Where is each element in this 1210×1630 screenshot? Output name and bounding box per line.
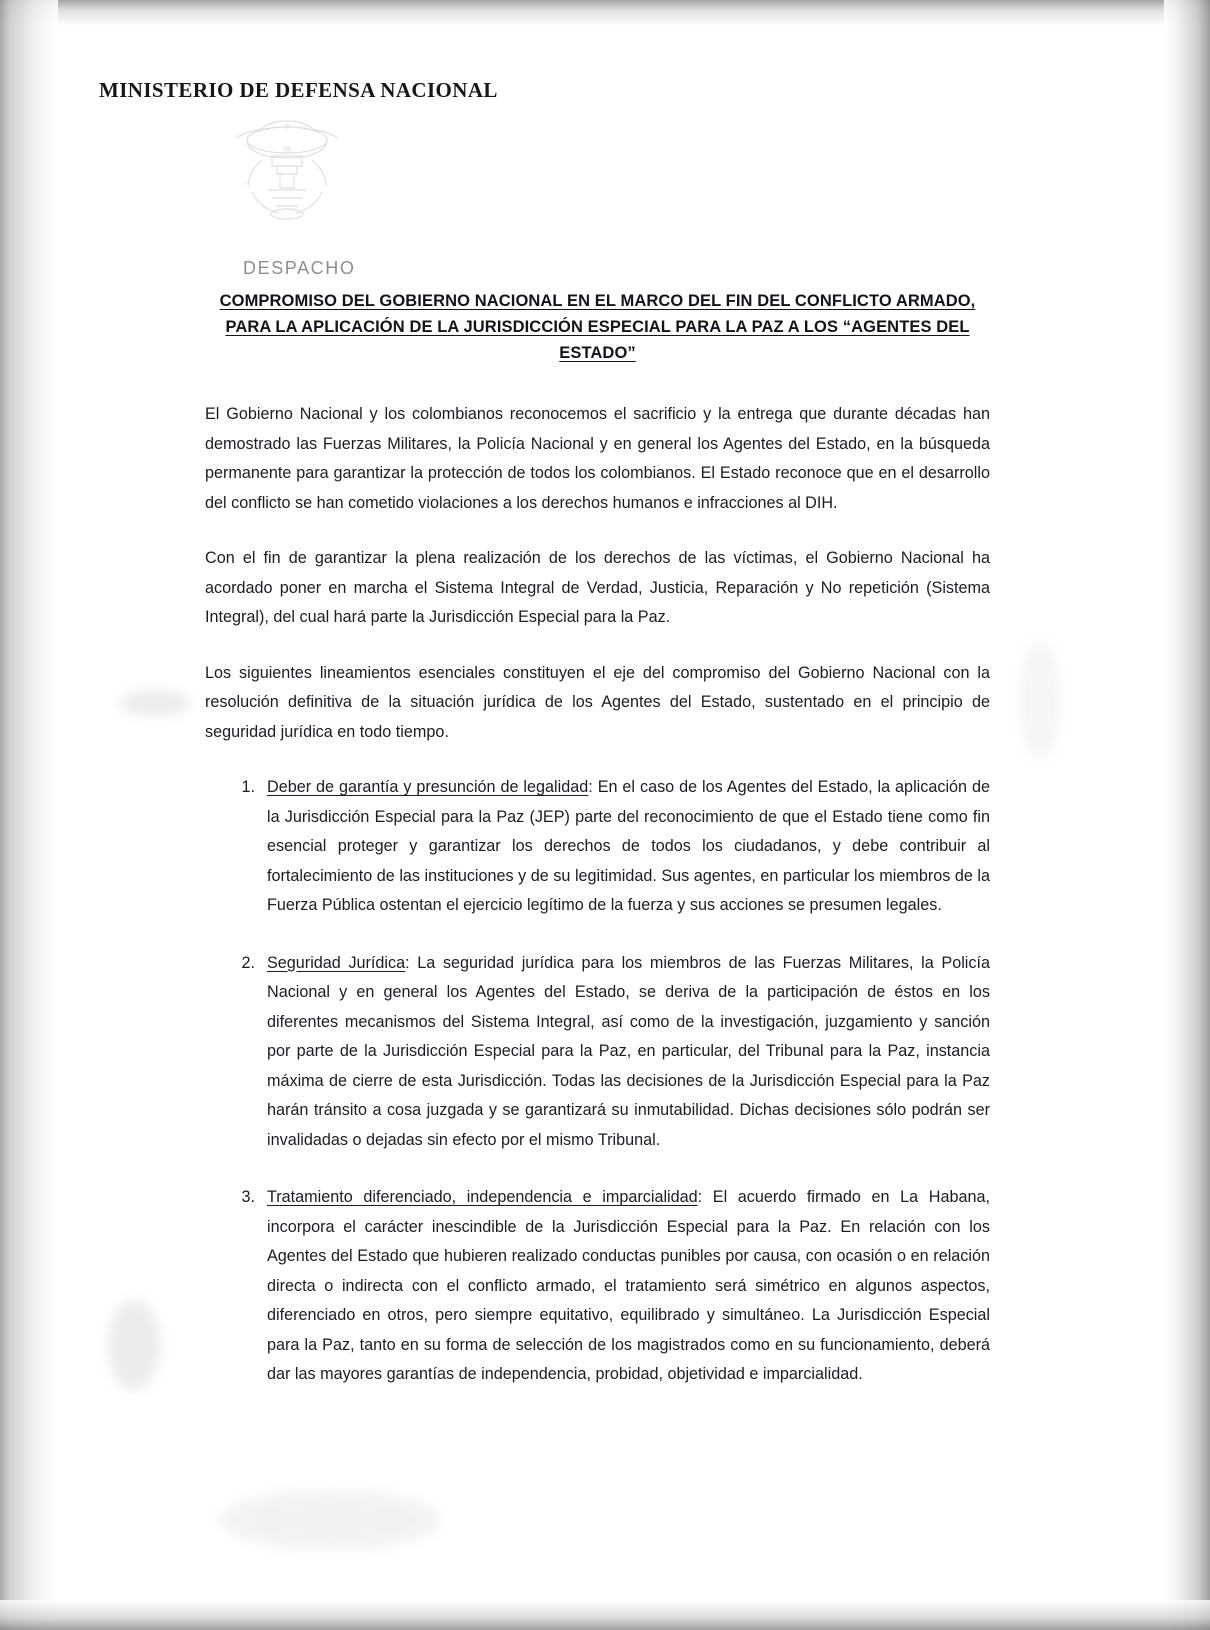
paragraph: Los siguientes lineamientos esenciales constituyen el eje del compromiso del Gobierno Nacional con la resolución definitiva de la situación jurídica de los Agentes del Estado, sustentado en el principio de seguridad jurídica en todo tiempo. [205,663,990,741]
scan-smudge [1020,640,1060,760]
scan-smudge [220,1490,440,1550]
numbered-list [205,773,990,1390]
list-item [205,1183,990,1390]
office-label: DESPACHO [243,258,356,278]
scan-edge-left [0,0,58,1630]
list-item [205,949,990,1156]
letterhead-ministry: MINISTERIO DE DEFENSA NACIONAL [99,78,498,102]
list-item-number: 1. [241,778,255,796]
list-item-lead: Deber de garantía y presunción de legalidad [267,778,589,796]
list-item-text: : La seguridad jurídica para los miembros de las Fuerzas Militares, la Policía Nacional y en general los Agentes del Estado, se deriva de la participación de éstos en los diferentes mecanismos del Sistema Integral, así como de la investigación, juzgamiento y sanción por parte de la Jurisdicción Especial para la Paz, en particular, del Tribunal para la Paz, instancia máxima de cierre de esta Jurisdicción. Todas las decisiones de la Jurisdicción Especial para la Paz harán tránsito a cosa juzgada y se garantizará su inmutabilidad. Dichas decisiones sólo podrán ser invalidadas o dejadas sin efecto por el mismo Tribunal. [267,953,990,1149]
list-item-number: 2. [241,953,255,972]
paragraph: Con el fin de garantizar la plena realización de los derechos de las víctimas, el Gobierno Nacional ha acordado poner en marcha el Sistema Integral de Verdad, Justicia, Reparación y No repetición (Sistema Integral), del cual hará parte la Jurisdicción Especial para la Paz. [205,549,990,626]
document-title [205,288,990,366]
scan-edge-right [1164,0,1210,1630]
document-title-line-1: COMPROMISO DEL GOBIERNO NACIONAL EN EL MARCO DEL FIN DEL CONFLICTO ARMADO, [219,292,976,310]
national-coat-of-arms-icon [228,110,346,230]
list-item-text: : El acuerdo firmado en La Habana, incorpora el carácter inescindible de la Jurisdicción Especial para la Paz. En relación con los Agentes del Estado que hubieren realizado conductas punibles por causa, con ocasión o en relación directa o indirecta con el conflicto armado, el tratamiento será simétrico en algunos aspectos, diferenciado en otros, pero siempre equitativo, equilibrado y simultáneo. La Jurisdicción Especial para la Paz, tanto en su forma de selección de los magistrados como en su funcionamiento, deberá dar las mayores garantías de independencia, probidad, objetividad e imparcialidad. [267,1188,990,1383]
paragraph: El Gobierno Nacional y los colombianos reconocemos el sacrificio y la entrega que durante décadas han demostrado las Fuerzas Militares, la Policía Nacional y en general los Agentes del Estado, en la búsqueda permanente para garantizar la protección de todos los colombianos. El Estado reconoce que en el desarrollo del conflicto se han cometido violaciones a los derechos humanos e infracciones al DIH. [205,405,990,512]
scan-edge-top [0,0,1210,26]
list-item-lead: Tratamiento diferenciado, independencia e imparcialidad [267,1188,698,1206]
list-item-lead: Seguridad Jurídica [267,953,406,972]
document-title-line-2: PARA LA APLICACIÓN DE LA JURISDICCIÓN ESPECIAL PARA LA PAZ A LOS “AGENTES DEL [225,318,970,336]
document-body [205,400,990,1418]
list-item [205,773,990,921]
scan-smudge [108,1300,160,1390]
scan-smudge [120,690,190,716]
document-title-line-3: ESTADO” [559,344,636,362]
scan-edge-bottom [0,1600,1210,1630]
list-item-text: : En el caso de los Agentes del Estado, la aplicación de la Jurisdicción Especial para la Paz (JEP) parte del reconocimiento de que el Estado tiene como fin esencial proteger y garantizar los derechos de todos los ciudadanos, y debe contribuir al fortalecimiento de las instituciones y de su legitimidad. Sus agentes, en particular los miembros de la Fuerza Pública ostentan el ejercicio legítimo de la fuerza y sus acciones se presumen legales. [267,778,990,914]
list-item-number: 3. [241,1188,255,1206]
